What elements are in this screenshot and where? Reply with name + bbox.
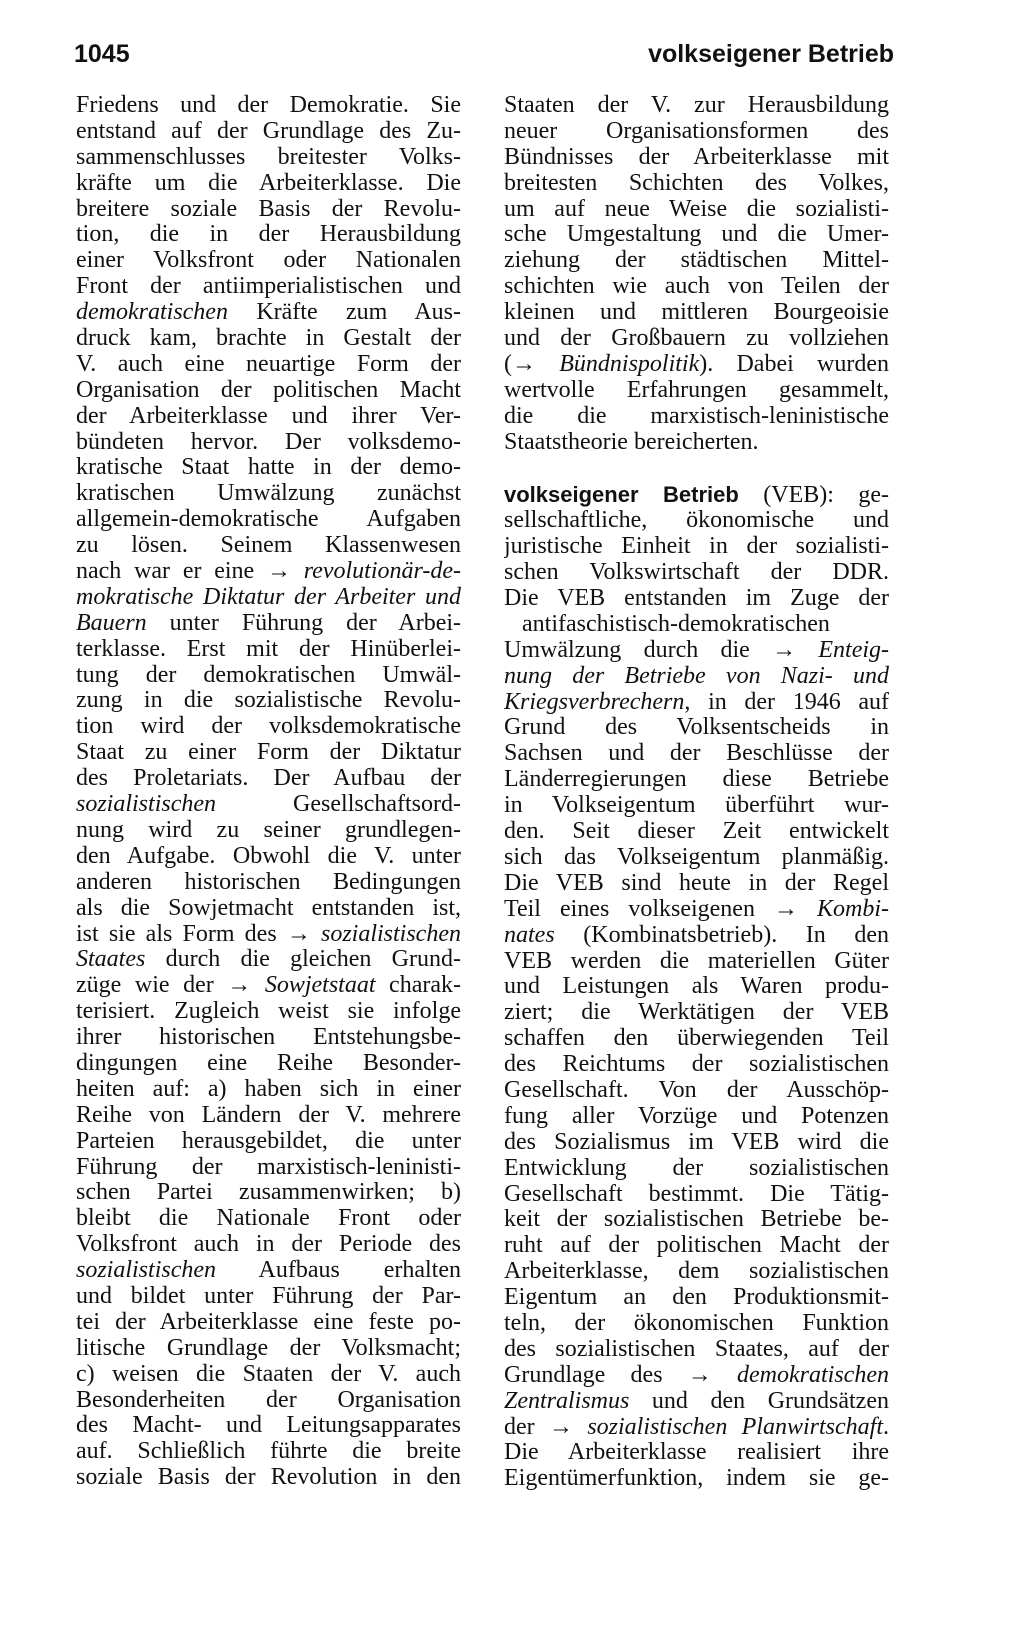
text-line: des Sozialismus im VEB wird die — [504, 1129, 889, 1155]
text-line: bleibt die Nationale Front oder — [76, 1206, 461, 1232]
text-line: entstand auf der Grundlage des Zu- — [76, 118, 461, 144]
text-line: tung der demokratischen Umwäl- — [76, 662, 461, 688]
text-line: allgemein-demokratische Aufgaben — [76, 507, 461, 533]
text-line: breitere soziale Basis der Revolu- — [76, 196, 461, 222]
page-header — [74, 40, 894, 72]
text-line: ist sie als Form des → sozialistischen — [76, 921, 461, 947]
text-line: keit der sozialistischen Betriebe be- — [504, 1207, 889, 1233]
text-line: Besonderheiten der Organisation — [76, 1387, 461, 1413]
text-line: litische Grundlage der Volksmacht; — [76, 1335, 461, 1361]
text-line: nach war er eine → revolutionär-de- — [76, 559, 461, 585]
page-number: 1045 — [74, 40, 130, 68]
text-line: zung in die sozialistische Revolu- — [76, 688, 461, 714]
right-column — [504, 93, 889, 1492]
text-line: Volksfront auch in der Periode des — [76, 1232, 461, 1258]
text-line: den Aufgabe. Obwohl die V. unter — [76, 843, 461, 869]
text-line: V. auch eine neuartige Form der — [76, 351, 461, 377]
entry-headword: volkseigener Betrieb — [504, 482, 739, 508]
text-line: druck kam, brachte in Gestalt der — [76, 326, 461, 352]
text-line: Friedens und der Demokratie. Sie — [76, 93, 461, 118]
text-line: schichten wie auch von Teilen der — [504, 274, 889, 300]
text-line: den. Seit dieser Zeit entwickelt — [504, 819, 889, 845]
text-line: Staaten der V. zur Herausbildung — [504, 93, 889, 118]
entry-gap — [504, 455, 889, 482]
text-line: des sozialistischen Staates, auf der — [504, 1336, 889, 1362]
text-line: auf. Schließlich führte die breite — [76, 1439, 461, 1465]
text-line: Die VEB entstanden im Zuge der — [504, 586, 889, 612]
text-line: sellschaftliche, ökonomische und — [504, 508, 889, 534]
text-line: soziale Basis der Revolution in den — [76, 1465, 461, 1491]
entry-first-line — [504, 482, 889, 508]
text-line: und Leistungen als Waren produ- — [504, 974, 889, 1000]
text-line: breitesten Schichten des Volkes, — [504, 170, 889, 196]
text-line: Organisation der politischen Macht — [76, 377, 461, 403]
text-line: ziert; die Werktätigen der VEB — [504, 1000, 889, 1026]
text-line: ruht auf der politischen Macht der — [504, 1233, 889, 1259]
text-line: antifaschistisch-demokratischen — [522, 611, 830, 637]
text-line: des Proletariats. Der Aufbau der — [76, 766, 461, 792]
text-line: nung der Betriebe von Nazi- und — [504, 663, 889, 689]
text-line: sammenschlusses breitester Volks- — [76, 144, 461, 170]
text-line: schaffen den überwiegenden Teil — [504, 1026, 889, 1052]
text-line: neuer Organisationsformen des — [504, 118, 889, 144]
text-line: nates (Kombinatsbetrieb). In den — [504, 922, 889, 948]
text-line: anderen historischen Bedingungen — [76, 869, 461, 895]
text-line: Gesellschaft. Von der Ausschöp- — [504, 1077, 889, 1103]
text-line: Staat zu einer Form der Diktatur — [76, 740, 461, 766]
text-line: Umwälzung durch die → Enteig- — [504, 637, 889, 663]
text-line: Führung der marxistisch-leninisti- — [76, 1154, 461, 1180]
entry-volkseigener-betrieb — [504, 482, 889, 1492]
text-line: terisiert. Zugleich weist sie infolge — [76, 999, 461, 1025]
text-line: sozialistischen Aufbaus erhalten — [76, 1258, 461, 1284]
text-line: schen Partei zusammenwirken; b) — [76, 1180, 461, 1206]
text-line: Parteien herausgebildet, die unter — [76, 1128, 461, 1154]
text-line: Die Arbeiterklasse realisiert ihre — [504, 1440, 889, 1466]
text-line: kräfte um die Arbeiterklasse. Die — [76, 170, 461, 196]
text-line: dingungen eine Reihe Besonder- — [76, 1050, 461, 1076]
text-line: sche Umgestaltung und die Umer- — [504, 222, 889, 248]
text-line: teln, der ökonomischen Funktion — [504, 1310, 889, 1336]
text-line: wertvolle Erfahrungen gesammelt, — [504, 377, 889, 403]
text-line: Zentralismus und den Grundsätzen — [504, 1388, 889, 1414]
text-line: Eigentum an den Produktionsmit- — [504, 1285, 889, 1311]
text-line: Länderregierungen diese Betriebe — [504, 767, 889, 793]
text-line: Staatstheorie bereicherten. — [504, 429, 759, 455]
text-line: sich das Volkseigentum planmäßig. — [504, 844, 889, 870]
text-line: kratische Staat hatte in der demo- — [76, 455, 461, 481]
entry-body — [504, 508, 889, 1492]
text-line: züge wie der → Sowjetstaat charak- — [76, 973, 461, 999]
text-line: um auf neue Weise die sozialisti- — [504, 196, 889, 222]
text-line: Eigentümerfunktion, indem sie ge- — [504, 1466, 889, 1492]
text-line: Grund des Volksentscheids in — [504, 715, 889, 741]
text-line: Bündnisses der Arbeiterklasse mit — [504, 144, 889, 170]
text-line: des Reichtums der sozialistischen — [504, 1052, 889, 1078]
text-line: der → sozialistischen Planwirtschaft. — [504, 1414, 889, 1440]
text-line: die die marxistisch-leninistische — [504, 403, 889, 429]
text-line: einer Volksfront oder Nationalen — [76, 248, 461, 274]
text-line: Kriegsverbrechern, in der 1946 auf — [504, 689, 889, 715]
text-line: schen Volkswirtschaft der DDR. — [504, 560, 889, 586]
text-line: demokratischen Kräfte zum Aus- — [76, 300, 461, 326]
text-line: bündeten hervor. Der volksdemo- — [76, 429, 461, 455]
text-line: Arbeiterklasse, dem sozialistischen — [504, 1259, 889, 1285]
text-line: Reihe von Ländern der V. mehrere — [76, 1102, 461, 1128]
text-line: Front der antiimperialistischen und — [76, 274, 461, 300]
text-line: Grundlage des → demokratischen — [504, 1362, 889, 1388]
text-line: Entwicklung der sozialistischen — [504, 1155, 889, 1181]
left-column — [76, 93, 461, 1491]
text-line: zu lösen. Seinem Klassenwesen — [76, 533, 461, 559]
text-line: und der Großbauern zu vollziehen — [504, 326, 889, 352]
text-line: Sachsen und der Beschlüsse der — [504, 741, 889, 767]
text-line: mokratische Diktatur der Arbeiter und — [76, 584, 461, 610]
text-line: und bildet unter Führung der Par- — [76, 1283, 461, 1309]
text-line: nung wird zu seiner grundlegen- — [76, 817, 461, 843]
text-line: der Arbeiterklasse und ihrer Ver- — [76, 403, 461, 429]
text-line: tion wird der volksdemokratische — [76, 714, 461, 740]
text-line: in Volkseigentum überführt wur- — [504, 793, 889, 819]
text-line: ziehung der städtischen Mittel- — [504, 248, 889, 274]
text-line: Bauern unter Führung der Arbei- — [76, 610, 461, 636]
text-line: Teil eines volkseigenen → Kombi- — [504, 896, 889, 922]
text-line: Staates durch die gleichen Grund- — [76, 947, 461, 973]
text-line: des Macht- und Leitungsapparates — [76, 1413, 461, 1439]
text-line: tion, die in der Herausbildung — [76, 222, 461, 248]
text-line: sozialistischen Gesellschaftsord- — [76, 792, 461, 818]
text-line: als die Sowjetmacht entstanden ist, — [76, 895, 461, 921]
text-line: heiten auf: a) haben sich in einer — [76, 1076, 461, 1102]
text-line: kleinen und mittleren Bourgeoisie — [504, 300, 889, 326]
text-line: Gesellschaft bestimmt. Die Tätig- — [504, 1181, 889, 1207]
text-line: tei der Arbeiterklasse eine feste po- — [76, 1309, 461, 1335]
entry-headword-rest: (VEB): ge- — [738, 482, 889, 509]
text-line: fung aller Vorzüge und Potenzen — [504, 1103, 889, 1129]
text-line: ihrer historischen Entstehungsbe- — [76, 1025, 461, 1051]
right-column-continuation — [504, 93, 889, 455]
text-line: c) weisen die Staaten der V. auch — [76, 1361, 461, 1387]
running-head: volkseigener Betrieb — [648, 40, 894, 68]
text-line: juristische Einheit in der sozialisti- — [504, 534, 889, 560]
text-line: kratischen Umwälzung zunächst — [76, 481, 461, 507]
text-line: terklasse. Erst mit der Hinüberlei- — [76, 636, 461, 662]
text-line: VEB werden die materiellen Güter — [504, 948, 889, 974]
text-line: (→ Bündnispolitik). Dabei wurden — [504, 351, 889, 377]
text-line: Die VEB sind heute in der Regel — [504, 870, 889, 896]
